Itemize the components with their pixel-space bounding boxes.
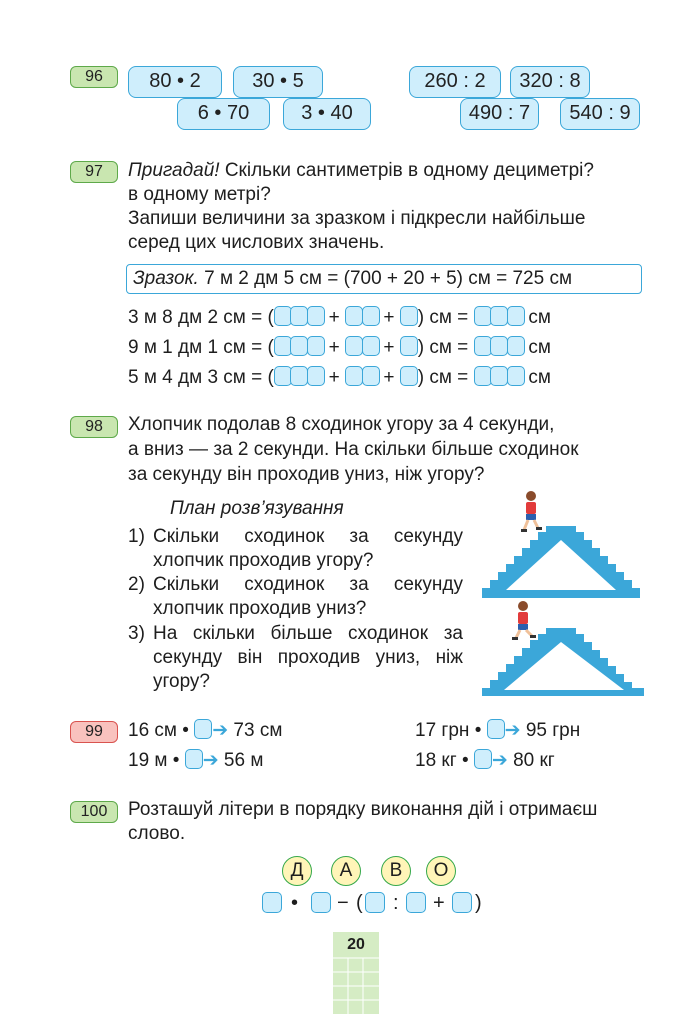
equals: = <box>251 307 263 328</box>
ex99-item-4 <box>415 748 555 773</box>
start-value: 17 грн <box>415 720 470 741</box>
exercise-number-98: 98 <box>70 416 118 438</box>
arrow-icon: ➔ <box>491 750 508 771</box>
answer-boxes-3[interactable] <box>474 336 524 356</box>
ex98-line-1: Хлопчик подолав 8 сходинок угору за 4 секунди, <box>128 414 555 435</box>
colon: : <box>393 892 399 914</box>
expression-box: 490 : 7 <box>460 98 539 130</box>
plan-3-num: 3) <box>128 623 145 644</box>
row-value: 5 м 4 дм 3 см <box>128 367 246 388</box>
answer-box-1[interactable] <box>400 306 418 326</box>
end-value: 56 м <box>223 750 264 771</box>
expression-box: 6 • 70 <box>177 98 270 130</box>
close-paren-cm: ) см <box>417 307 452 328</box>
sample-text: 7 м 2 дм 5 см = (700 + 20 + 5) см = 725 см <box>198 268 573 289</box>
exercise-number-96: 96 <box>70 66 118 88</box>
exercise-number-99: 99 <box>70 721 118 743</box>
answer-boxes-2[interactable] <box>345 336 378 356</box>
plan-1-line-b: хлопчик проходив угору? <box>153 550 374 571</box>
boy-figure-up <box>521 491 542 532</box>
equals: = <box>457 367 469 388</box>
ex97-row-3 <box>128 365 551 390</box>
ex97-line-4: серед цих числових значень. <box>128 232 385 253</box>
plan-3-line-a: На скільки більше сходинок за <box>153 623 463 644</box>
answer-boxes-3[interactable] <box>274 366 324 386</box>
page-number: 20 <box>347 936 365 953</box>
answer-box[interactable] <box>487 719 505 739</box>
letter-circle: А <box>331 856 361 886</box>
plus: + <box>328 367 340 388</box>
boy-figure-down <box>512 601 536 640</box>
start-value: 18 кг <box>415 750 457 771</box>
row-value: 3 м 8 дм 2 см <box>128 307 246 328</box>
letter-circle: В <box>381 856 411 886</box>
dot: • <box>461 750 469 771</box>
equals: = <box>457 307 469 328</box>
answer-boxes-3[interactable] <box>274 306 324 326</box>
plus: + <box>328 337 340 358</box>
unit: см <box>528 367 551 388</box>
plus: + <box>383 337 395 358</box>
exercise-number-100: 100 <box>70 801 118 823</box>
order-box[interactable] <box>406 892 426 913</box>
unit: см <box>528 337 551 358</box>
sample-box <box>126 264 642 294</box>
arrow-icon: ➔ <box>504 720 521 741</box>
plus: + <box>328 307 340 328</box>
ex99-item-2 <box>415 718 580 743</box>
dot: • <box>182 720 189 741</box>
answer-boxes-3[interactable] <box>274 336 324 356</box>
exercise-number-97: 97 <box>70 161 118 183</box>
order-box[interactable] <box>365 892 385 913</box>
ex97-remember: Пригадай! <box>128 160 220 181</box>
unit: см <box>528 307 551 328</box>
ex99-item-3 <box>128 748 263 773</box>
ex97-row-2 <box>128 335 551 360</box>
open-paren: ( <box>267 307 274 328</box>
letter-circle: О <box>426 856 456 886</box>
open-paren: ( <box>267 367 274 388</box>
ex97-line-1 <box>128 158 594 183</box>
end-value: 73 см <box>233 720 283 741</box>
plan-title: План розв’язування <box>170 498 344 519</box>
arrow-icon: ➔ <box>202 750 219 771</box>
expression-box: 320 : 8 <box>510 66 590 98</box>
minus: − <box>337 892 349 914</box>
plan-3-line-c: угору? <box>153 671 210 692</box>
expression-box: 540 : 9 <box>560 98 640 130</box>
plan-3-line-b: секунду він проходив униз, ніж <box>153 647 463 668</box>
ex98-line-2: а вниз — за 2 секунди. На скільки більше сходинок <box>128 439 579 460</box>
answer-box-1[interactable] <box>400 366 418 386</box>
ex97-line-2: в одному метрі? <box>128 184 271 205</box>
plan-1-num: 1) <box>128 526 145 547</box>
expression-box: 80 • 2 <box>128 66 222 98</box>
answer-box[interactable] <box>194 719 212 739</box>
answer-box[interactable] <box>185 749 203 769</box>
dot: • <box>291 892 299 914</box>
close-paren: ) <box>475 892 482 914</box>
staircase-down-illustration <box>478 600 648 702</box>
ex100-line-1: Розташуй літери в порядку виконання дій і отримаєш <box>128 799 598 820</box>
open-paren: ( <box>267 337 274 358</box>
ex98-line-3: за секунду він проходив униз, ніж угору? <box>128 464 485 485</box>
open-paren: ( <box>356 892 363 914</box>
expression-box: 30 • 5 <box>233 66 323 98</box>
expression-box: 260 : 2 <box>409 66 501 98</box>
end-value: 95 грн <box>525 720 581 741</box>
dot: • <box>172 750 180 771</box>
ex97-line-3: Запиши величини за зразком і підкресли найбільше <box>128 208 586 229</box>
answer-box-1[interactable] <box>400 336 418 356</box>
ex97-row-1 <box>128 305 551 330</box>
answer-boxes-2[interactable] <box>345 306 378 326</box>
plan-1-line-a: Скільки сходинок за секунду <box>153 526 463 547</box>
letter-circle: Д <box>282 856 312 886</box>
order-box[interactable] <box>452 892 472 913</box>
order-box[interactable] <box>262 892 282 913</box>
equals: = <box>251 337 263 358</box>
start-value: 16 см <box>128 720 177 741</box>
start-value: 19 м <box>128 750 168 771</box>
plan-2-line-a: Скільки сходинок за секунду <box>153 574 463 595</box>
staircase-up-illustration <box>478 488 644 606</box>
answer-box[interactable] <box>474 749 492 769</box>
expression-box: 3 • 40 <box>283 98 371 130</box>
ex99-item-1 <box>128 718 282 743</box>
plus: + <box>433 892 445 914</box>
plan-2-line-b: хлопчик проходив униз? <box>153 598 367 619</box>
answer-boxes-3[interactable] <box>474 366 524 386</box>
close-paren-cm: ) см <box>417 337 452 358</box>
close-paren-cm: ) см <box>417 367 452 388</box>
row-value: 9 м 1 дм 1 см <box>128 337 246 358</box>
sample-label: Зразок. <box>133 268 199 289</box>
answer-boxes-3[interactable] <box>474 306 524 326</box>
equals: = <box>457 337 469 358</box>
arrow-icon: ➔ <box>212 720 229 741</box>
dot: • <box>474 720 482 741</box>
plan-2-num: 2) <box>128 574 145 595</box>
answer-boxes-2[interactable] <box>345 366 378 386</box>
order-box[interactable] <box>311 892 331 913</box>
ex97-line1-text: Скільки сантиметрів в одному дециметрі? <box>219 160 594 181</box>
ex100-line-2: слово. <box>128 823 186 844</box>
plus: + <box>383 307 395 328</box>
equals: = <box>251 367 263 388</box>
end-value: 80 кг <box>513 750 555 771</box>
plus: + <box>383 367 395 388</box>
